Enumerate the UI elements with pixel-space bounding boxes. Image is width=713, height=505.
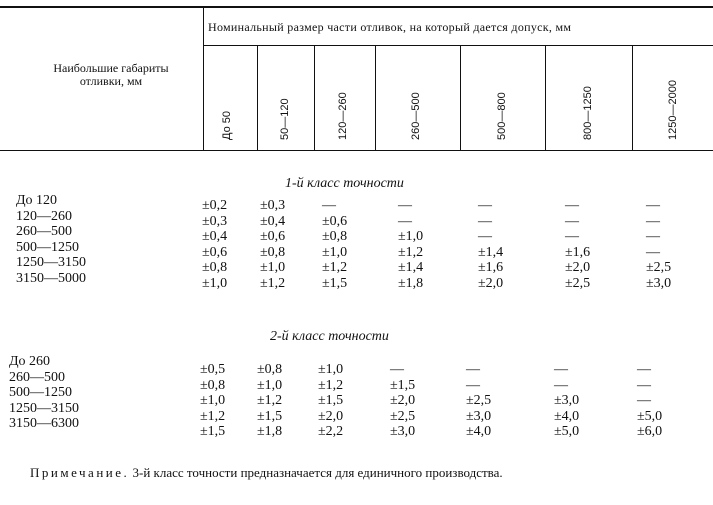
column-header: 1250—2000	[667, 80, 679, 140]
cell: ±2,2	[318, 424, 344, 440]
cell: —	[322, 198, 336, 213]
cell: ±1,5	[322, 275, 348, 291]
class1-col-7	[646, 198, 671, 292]
column-header: 260—500	[410, 92, 422, 140]
cell: ±0,6	[202, 244, 228, 260]
cell: —	[637, 362, 651, 377]
cell: ±1,0	[318, 362, 344, 377]
row-header-line1: Наибольшие габариты	[53, 61, 169, 75]
cell: ±4,0	[554, 408, 580, 424]
cell: —	[565, 213, 579, 229]
cell: ±1,0	[398, 229, 424, 245]
row-label: 120—260	[16, 208, 72, 224]
cell: ±3,0	[466, 408, 492, 424]
header-divider	[203, 6, 204, 150]
cell: ±1,6	[478, 260, 504, 276]
cell: —	[646, 244, 660, 260]
header-mid-rule	[203, 45, 713, 46]
class2-title: 2-й класс точности	[270, 329, 389, 344]
cell: ±1,5	[390, 377, 416, 393]
class2-col-5	[466, 362, 491, 440]
cell: ±2,0	[565, 260, 591, 276]
cell: ±1,5	[318, 393, 344, 409]
col-divider	[257, 45, 258, 150]
cell: ±1,5	[200, 424, 226, 440]
cell: ±3,0	[646, 275, 672, 291]
col-divider	[314, 45, 315, 150]
cell: —	[554, 377, 568, 393]
class1-col-6	[565, 198, 590, 292]
class2-col-1	[200, 362, 225, 440]
cell: ±0,3	[202, 213, 228, 229]
cell: ±0,5	[200, 362, 226, 377]
row-label: 1250—3150	[16, 255, 86, 271]
cell: —	[398, 198, 412, 213]
cell: ±1,0	[202, 275, 228, 291]
note-label: Примечание.	[30, 465, 130, 480]
cell: ±0,4	[202, 229, 228, 245]
cell: —	[565, 229, 579, 245]
span-header: Номинальный размер части отливок, на который дается допуск, мм	[208, 20, 572, 34]
cell: —	[478, 198, 492, 213]
cell: —	[466, 377, 480, 393]
row-label: 260—500	[9, 369, 65, 385]
col-divider	[545, 45, 546, 150]
cell: —	[565, 198, 579, 213]
cell: ±0,3	[260, 198, 286, 213]
cell: —	[637, 393, 651, 409]
table-header	[0, 0, 713, 154]
class2-col-6	[554, 362, 579, 440]
cell: ±1,2	[260, 275, 286, 291]
class2-row-labels	[9, 354, 79, 432]
column-header: 800—1250	[582, 86, 594, 140]
cell: ±2,5	[646, 260, 672, 276]
cell: ±2,0	[318, 408, 344, 424]
cell: ±0,8	[200, 377, 226, 393]
col-divider	[375, 45, 376, 150]
cell: ±1,2	[322, 260, 348, 276]
cell: ±1,0	[322, 244, 348, 260]
cell: ±1,5	[257, 408, 283, 424]
cell: ±2,5	[390, 408, 416, 424]
cell: ±0,8	[202, 260, 228, 276]
cell: ±0,8	[260, 244, 286, 260]
class1-col-4	[398, 198, 423, 292]
cell: —	[637, 377, 651, 393]
row-label: 500—1250	[9, 385, 72, 401]
cell: —	[646, 229, 660, 245]
cell: ±0,6	[322, 213, 348, 229]
cell: ±1,8	[398, 275, 424, 291]
cell: ±1,2	[398, 244, 424, 260]
cell: ±1,0	[257, 377, 283, 393]
class1-col-2	[260, 198, 285, 292]
top-rule	[0, 6, 713, 8]
column-header: 50—120	[279, 98, 291, 140]
class1-title: 1-й класс точности	[285, 176, 404, 191]
cell: ±1,0	[260, 260, 286, 276]
column-header: До 50	[221, 111, 233, 140]
cell: ±0,6	[260, 229, 286, 245]
note-text: 3-й класс точности предназначается для единичного производства.	[132, 465, 503, 480]
cell: —	[554, 362, 568, 377]
class2-col-3	[318, 362, 343, 440]
cell: ±3,0	[390, 424, 416, 440]
cell: ±1,2	[200, 408, 226, 424]
class1-row-labels	[16, 193, 86, 287]
class1-col-1	[202, 198, 227, 292]
cell: —	[398, 213, 412, 229]
row-label: До 120	[16, 193, 58, 208]
row-label: 1250—3150	[9, 400, 79, 416]
cell: ±0,4	[260, 213, 286, 229]
cell: ±2,0	[390, 393, 416, 409]
cell: ±5,0	[554, 424, 580, 440]
row-label: 500—1250	[16, 239, 79, 255]
class2-col-2	[257, 362, 282, 440]
cell: —	[390, 362, 404, 377]
cell: ±1,4	[478, 244, 504, 260]
cell: ±2,0	[478, 275, 504, 291]
row-label: 260—500	[16, 224, 72, 240]
cell: ±1,6	[565, 244, 591, 260]
cell: ±2,5	[466, 393, 492, 409]
cell: ±6,0	[637, 424, 663, 440]
cell: —	[466, 362, 480, 377]
row-label: До 260	[9, 354, 51, 369]
row-header-line2: отливки, мм	[79, 74, 143, 88]
cell: ±1,4	[398, 260, 424, 276]
cell: ±1,8	[257, 424, 283, 440]
footnote	[30, 465, 710, 481]
class2-col-7	[637, 362, 662, 440]
class1-col-3	[322, 198, 347, 292]
cell: ±1,2	[257, 393, 283, 409]
cell: ±1,2	[318, 377, 344, 393]
row-header	[22, 62, 200, 88]
cell: ±1,0	[200, 393, 226, 409]
cell: ±0,2	[202, 198, 228, 213]
column-header: 500—800	[496, 92, 508, 140]
col-divider	[632, 45, 633, 150]
class1-col-5	[478, 198, 503, 292]
header-bottom-rule	[0, 150, 713, 151]
column-header: 120—260	[337, 92, 349, 140]
cell: ±3,0	[554, 393, 580, 409]
row-label: 3150—6300	[9, 416, 79, 432]
cell: ±5,0	[637, 408, 663, 424]
cell: —	[478, 229, 492, 245]
class2-col-4	[390, 362, 415, 440]
col-divider	[460, 45, 461, 150]
cell: —	[646, 198, 660, 213]
cell: ±2,5	[565, 275, 591, 291]
cell: ±4,0	[466, 424, 492, 440]
row-label: 3150—5000	[16, 270, 86, 286]
cell: —	[646, 213, 660, 229]
cell: —	[478, 213, 492, 229]
cell: ±0,8	[257, 362, 283, 377]
cell: ±0,8	[322, 229, 348, 245]
